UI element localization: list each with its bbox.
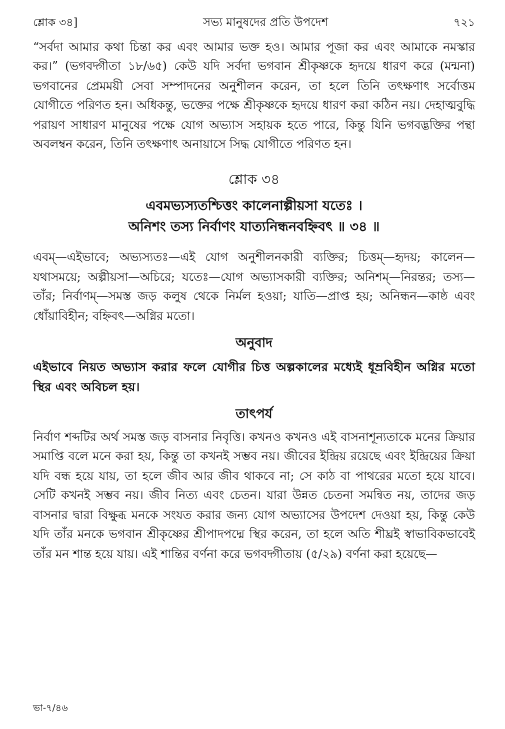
header-title: সভ্য মানুষদের প্রতি উপদেশ bbox=[203, 15, 329, 29]
verse-label: শ্লোক ৩৪ bbox=[228, 172, 280, 189]
verse-line-2: অনিশং তস্য নির্বাণং যাত্যনিন্ধনবহ্নিবৎ ॥ ৩৪ ॥ bbox=[128, 219, 380, 236]
signature-mark: ভা-৭/৪৬ bbox=[33, 703, 68, 714]
header-verse-ref: শ্লোক ৩৪] bbox=[33, 16, 78, 29]
continued-paragraph: “সর্বদা আমার কথা চিন্তা কর এবং আমার ভক্ত হও। আমার পূজা কর এবং আমাকে নমস্কার কর।” (ভগবদ্গীতা ১৮/৬৫) কেউ যদি সর্বদা ভগবান শ্রীকৃষ্ণকে হৃদয়ে ধারণ করে (মন্মনা) ভগবানের প্রেমময়ী সেবা সম্পাদনের অনুশীলন করেন, তা হলে তিনি তৎক্ষণাৎ সর্বোত্তম যোগীতে পরিণত হন। অধিকন্তু, ভক্তের পক্ষে শ্রীকৃষ্ণকে হৃদয়ে ধারণ করা কঠিন নয়। দেহাত্মবুদ্ধি পরায়ণ সাধারণ মানুষের পক্ষে যোগ অভ্যাস সহায়ক হতে পারে, কিন্তু যিনি ভগবদ্ভক্তির পন্থা অবলম্বন করেন, তিনি তৎক্ষণাৎ অনায়াসে সিদ্ধ যোগীতে পরিণত হন। bbox=[33, 40, 475, 152]
page-number: ৭২১ bbox=[453, 16, 475, 29]
running-header bbox=[33, 0, 475, 34]
verse-line-1: এবমভ্যস্যতশ্চিত্তং কালেনাল্পীয়সা যতেঃ । bbox=[145, 198, 363, 215]
sanskrit-verse bbox=[33, 196, 475, 238]
translation-text: এইভাবে নিয়ত অভ্যাস করার ফলে যোগীর চিত্ত অল্পকালের মধ্যেই ধূম্রবিহীন অগ্নির মতো স্থির এবং অবিচল হয়। bbox=[33, 360, 475, 395]
translation-heading: অনুবাদ bbox=[235, 336, 273, 352]
word-synonyms: এবম্—এইভাবে; অভ্যস্যতঃ—এই যোগ অনুশীলনকারী ব্যক্তির; চিত্তম্—হৃদয়; কালেন—যথাসময়ে; অল্পীয়সা—অচিরে; যতেঃ—যোগ অভ্যাসকারী ব্যক্তির; অনিশম্—নিরন্তর; তস্য—তাঁর; নির্বাণম্—সমস্ত জড় কলুষ থেকে নির্মল হওয়া; যাতি—প্রাপ্ত হয়; অনিন্ধন—কাষ্ঠ এবং ধোঁয়াবিহীন; বহ্নিবৎ—অগ্নির মতো। bbox=[33, 250, 475, 323]
purport-text: নির্বাণ শব্দটির অর্থ সমস্ত জড় বাসনার নিবৃত্তি। কখনও কখনও এই বাসনাশূন্যতাকে মনের ক্রিয়ার সমাপ্তি বলে মনে করা হয়, কিন্তু তা কখনই সম্ভব নয়। জীবের ইন্দ্রিয় রয়েছে এবং ইন্দ্রিয়ের ক্রিয়া যদি বন্ধ হয়ে যায়, তা হলে জীব আর জীব থাকবে না; সে কাঠ বা পাথরের মতো হয়ে যাবে। সেটি কখনই সম্ভব নয়। জীব নিত্য এবং চেতন। যারা উন্নত চেতনা সমন্বিত নয়, তাদের জড় বাসনার দ্বারা বিক্ষুব্ধ মনকে সংযত করার জন্য যোগ অভ্যাসের উপদেশ দেওয়া হয়, কিন্তু কেউ যদি তাঁর মনকে ভগবান শ্রীকৃষ্ণের শ্রীপাদপদ্মে স্থির করেন, তা হলে অতি শীঘ্রই স্বাভাবিকভাবেই তাঁর মন শান্ত হয়ে যায়। এই শান্তির বর্ণনা করে ভগবদ্গীতায় (৫/২৯) বর্ণনা করা হয়েছে— bbox=[33, 430, 475, 561]
purport-heading: তাৎপর্য bbox=[235, 407, 273, 423]
